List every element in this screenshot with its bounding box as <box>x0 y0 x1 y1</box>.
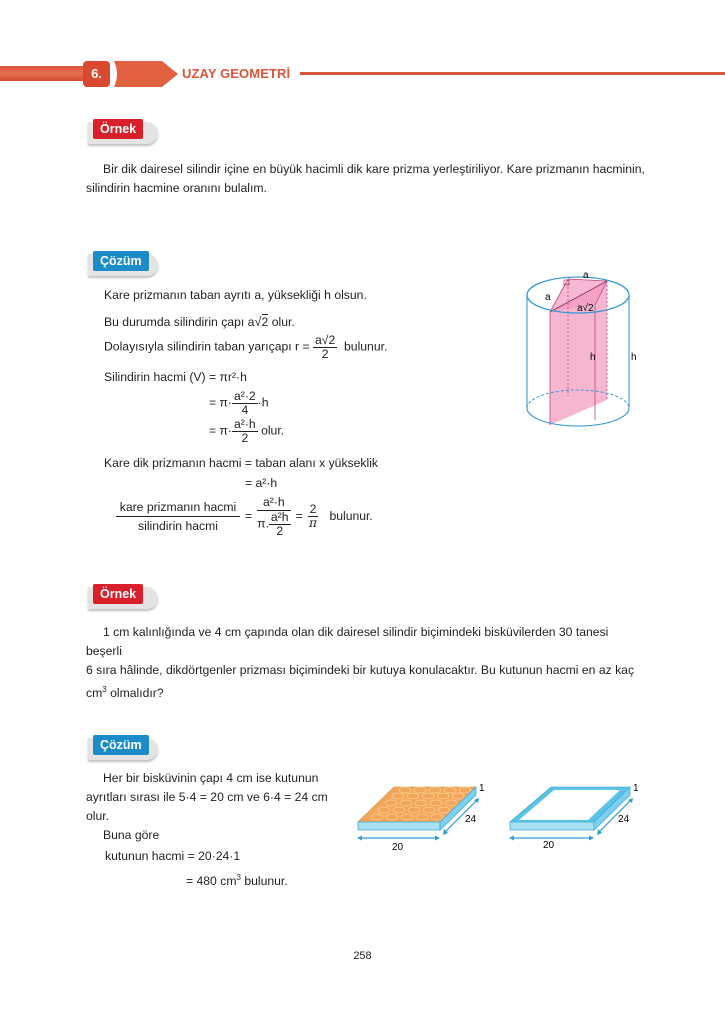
box1-width: 20 <box>392 842 404 853</box>
box2-height: 1 <box>633 783 639 794</box>
label-top-a: a <box>583 270 589 281</box>
box2-width: 20 <box>543 840 555 851</box>
label-diagonal: a√2 <box>577 303 594 314</box>
solution-2-text: Her bir bisküvinin çapı 4 cm ise kutunun ayrıtları sırası ile 5·4 = 20 cm ve 6·4 = 24 cm olur. Buna göre kutunun hacmi = 20·24·1 = 480 $cm^3$ bulunur. <box>86 771 328 888</box>
solution-1-line1: Kare prizmanın taban ayrıtı a, yüksekliği h olsun. <box>104 288 367 302</box>
box1-depth: 24 <box>465 814 477 825</box>
example-badge-1 <box>88 122 158 144</box>
solution-label: Çözüm <box>93 735 149 755</box>
prism-volume: Kare dik prizmanın hacmi = taban alanı x yükseklik <box>104 456 379 470</box>
volume-step-2: = π· $\frac{\text{a²·h}}{2}$ olur. <box>209 417 285 445</box>
prism-volume-eq: = a²·h <box>245 476 278 490</box>
ratio-words: $\frac{\text{kare prizmanın hacmi}}{\text{silindirin hacmi}}$ <box>116 498 240 535</box>
chapter-number: 6. <box>83 61 110 87</box>
example-label: Örnek <box>93 584 143 604</box>
box2-depth: 24 <box>618 814 630 825</box>
radius-fraction: $\frac{a√2}{2}$ <box>314 333 336 361</box>
chapter-arrow <box>112 61 178 87</box>
header-bar <box>0 66 88 81</box>
example-badge-2 <box>88 587 158 609</box>
example-1-text: Bir dik dairesel silindir içine en büyük hacimli dik kare prizma yerleştiriliyor. Kare prizmanın hacminin, silindirin hacmine oranını bulalım. <box>86 162 645 195</box>
label-outer-h: h <box>631 352 637 363</box>
ratio-middle: a²·h π. $\frac{\text{a²h}}{2}$ <box>257 495 289 538</box>
label-inner-h: h <box>590 352 596 363</box>
empty-box-figure <box>505 780 645 855</box>
example-2-text: 1 cm kalınlığında ve 4 cm çapında olan dik dairesel silindir biçimindeki bisküvilerden 30 tanesi beşerli 6 sıra hâlinde, dikdörtgenler prizması biçimindeki bir kutuya konulacaktır. Bu kutunun hacmi en az kaç $cm^3$ olmalıdır? <box>86 625 635 700</box>
cylinder-volume: Silindirin hacmi (V) = πr²·h <box>104 370 247 384</box>
chapter-title: UZAY GEOMETRİ <box>182 66 291 81</box>
header-rule <box>300 72 725 75</box>
page-number: 258 <box>353 950 372 962</box>
solution-1-line3: Dolayısıyla silindirin taban yarıçapı r = $\frac{a√2}{2}$ bulunur. <box>104 333 388 361</box>
label-side-a: a <box>545 292 551 303</box>
biscuit-box-figure <box>352 780 492 855</box>
box1-height: 1 <box>479 783 485 794</box>
example-label: Örnek <box>93 119 143 139</box>
solution-badge-2 <box>88 738 158 760</box>
ratio-equation: $\frac{\text{kare prizmanın hacmi}}{\text{silindirin hacmi}}$ = a²·h π. $\frac{\text{a²h}}{2}$ = $\frac{2}{\pi}$ bulunur. <box>116 494 373 538</box>
solution-badge-1 <box>88 254 158 276</box>
ratio-result: $\frac{2}{\pi}$ <box>309 501 318 530</box>
volume-step-1: = π· $\frac{\text{a²·2}}{4}$ ·h <box>209 389 269 417</box>
solution-label: Çözüm <box>93 251 149 271</box>
solution-1-line2: Bu durumda silindirin çapı a√2 olur. <box>104 314 295 329</box>
cylinder-prism-figure <box>520 268 640 433</box>
